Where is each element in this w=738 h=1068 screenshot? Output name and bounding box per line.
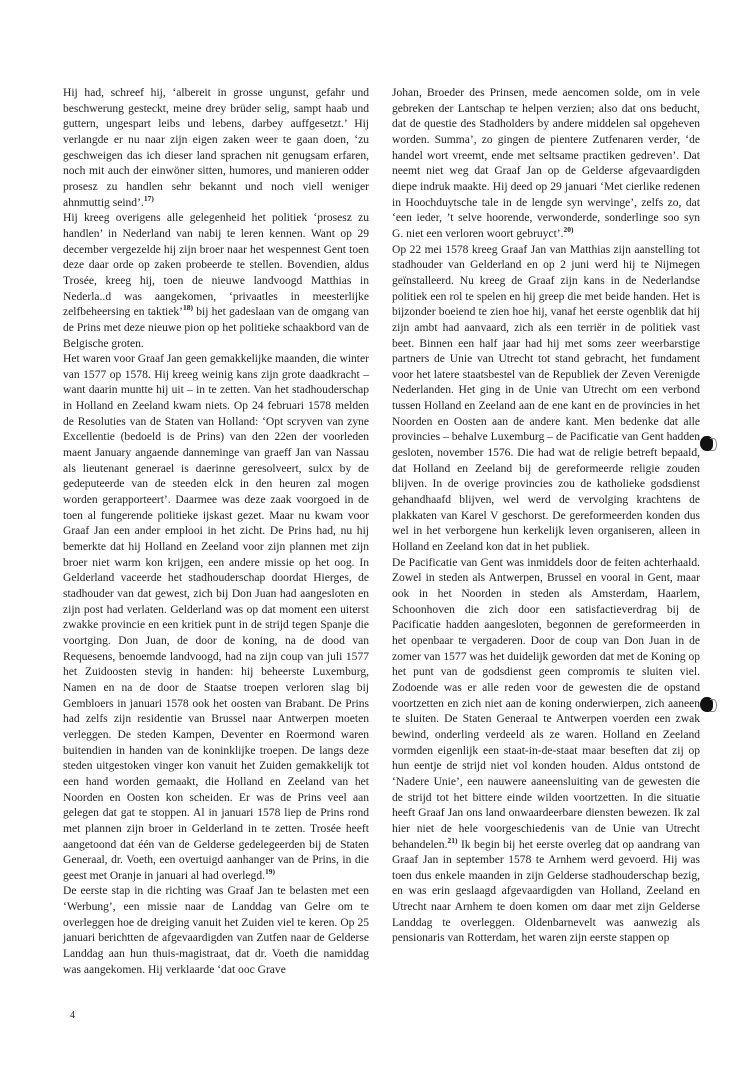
footnote-ref: 20): [563, 225, 574, 235]
paragraph: Hij had, schreef hij, ‘albereit in grosse ungunst, gefahr und beschwerung gesteckt, meine drey brüder selig, sampt haab und guttern, ungespart leibs und lebens, darbey auffgesetzt.’ Hij verlangde er nu naar zijn eigen zaken weer te gaan doen, ‘zu geschweigen das ich dieser land sprachen nit genugsam erfaren, noch mit auch der einwöner sitten, humores, und manieren odder prosesz zu handlen sehr bekannt und noch viell weniger ahnmuttig seind’.$^{17)}$: [63, 87, 369, 209]
footnote-ref: 17): [143, 193, 154, 203]
paragraph: Johan, Broeder des Prinsen, mede aencomen solde, om in vele gebreken der Lantschap te helpen verzien; also dat ons beducht, dat de questie des Stadholders by andere middelen sal opgeheven worden. Summa’, zo gingen de pientere Zutfenaren verder, ‘de handel wort vreemt, ende met seltsame practiken gedreven’. Dat neemt niet weg dat Graaf Jan op de Gelderse afgevaardigden diepe indruk maakte. Hij deed op 29 januari ‘Met cierlike redenen in Hoochduytsche tale in de lengde syn wervinge’, zelfs zo, dat ‘een ieder, ’t selve hoorende, verwonderde, sonderlinge soo syn G. niet een verloren woort gebruyct’.$^{20)}$: [392, 87, 700, 240]
paragraph: Het waren voor Graaf Jan geen gemakkelijke maanden, die winter van 1577 op 1578. Hij kreeg weinig kans zijn grote daadkracht – want daarin muntte hij uit – in te zetten. Van het stadhouderschap in Holland en Zeeland kwam niets. Op 24 februari 1578 melden de Resoluties van de Staten van Holland: ‘Opt scryven van zyne Excellentie (bedoeld is de Prins) van den 22en der voorleden maent January angaende danneminge van graeff Jan van Nassau als lieutenant generael is daerinne geresolveert, sulcx by de gedeputeerde van de steeden elck in den heuren zal mogen worden gerapporteert’. Daarmee was deze zaak voorgoed in de toen al fungerende politieke ijskast gezet. Maar nu kwam voor Graaf Jan een ander emplooi in het zicht. De Prins had, nu hij bemerkte dat hij Holland en Zeeland voor zijn plannen met zijn broer niet warm kon krijgen, een andere missie op het oog. In Gelderland vaceerde het stadhouderschap doordat Hierges, de stadhouder van dat gewest, zich bij Don Juan had aangesloten en zijn post had verlaten. Gelderland was op dat moment een uiterst zwakke provincie en een kritiek punt in de strijd tegen Spanje die voortging. Don Juan, de door de koning, na de dood van Requesens, benoemde landvoogd, had na zijn coup van juli 1577 het Zuidoosten stevig in handen: hij beheerste Luxemburg, Namen en na de door de Staatse troepen verloren slag bij Gembloers in januari 1578 ook het oosten van Brabant. De Prins had zelfs zijn residentie van Brussel naar Antwerpen moeten verleggen. De steden Kampen, Deventer en Roermond waren buitendien in handen van de koninklijke troepen. De langs deze steden uitgestoken vinger kon vanuit het Zuiden gemakkelijk tot een hand worden gemaakt, die Holland en Zeeland van het Noorden en Oosten kon scheiden. Er was de Prins veel aan gelegen dat gat te stoppen. Al in januari 1578 liep de Prins rond met plannen zijn broer in Gelderland in te zetten. Trosée heeft aangetoond dat één van de Gelderse gedelegeerden bij de Staten Generaal, dr. Voeth, een overtuigd aanhanger van de Prins, in die geest met Oranje in januari al had overlegd.$^{19)}$: [63, 353, 369, 882]
footnote-ref: 21): [447, 835, 458, 845]
page-mark: 4: [70, 1010, 75, 1021]
right-column: [392, 86, 700, 947]
paragraph: De Pacificatie van Gent was inmiddels door de feiten achterhaald. Zowel in steden als Antwerpen, Brussel en vooral in Gent, maar ook in het Noorden in steden als Amsterdam, Haarlem, Schoonhoven die zich door een satisfactieverdrag bij de Pacificatie hadden aangesloten, begonnen de gereformeerden in het openbaar te vergaderen. Door de coup van Don Juan in de zomer van 1577 was het duidelijk geworden dat met de Koning op het punt van de godsdienst geen compromis te sluiten viel. Zodoende was er alle reden voor de gewesten die de opstand voortzetten en zich niet aan de koning onderwierpen, zich aaneen te sluiten. De Staten Generaal te Antwerpen voerden een zwak bewind, onderling verdeeld als ze waren. Holland en Zeeland vormden eigenlijk een staat-in-de-staat maar beseften dat zij op hun eentje de strijd niet vol konden houden. Aldus ontstond de ‘Nadere Unie’, een nauwere aaneensluiting van de gewesten die de strijd tot het bittere einde wilden voortzetten. In die situatie heeft Graaf Jan ons land onwaardeerbare diensten bewezen. Ik zal hier niet de hele voorgeschiedenis van de Unie van Utrecht behandelen.$^{21)}$ Ik begin bij het eerste overleg dat op aandrang van Graaf Jan in september 1578 te Arnhem werd gevoerd. Hij was toen dus enkele maanden in zijn Gelderse stadhouderschap bezig, en was erin geslaagd afgevaardigden van Holland, Zeeland en Utrecht naar Arnhem te doen komen om daar met zijn Gelderse Landdag te overleggen. Oldenbarnevelt was aanwezig als pensionaris van Rotterdam, het waren zijn eerste stappen op: [392, 556, 700, 945]
footnote-ref: 19): [265, 866, 275, 876]
paragraph: Hij kreeg overigens alle gelegenheid het politiek ‘prosesz zu handlen’ in Nederland van nabij te leren kennen. Want op 29 december vergezelde hij zijn broer naar het wespennest Gent toen deze daar orde op zaken probeerde te stellen. Bovendien, aldus Trosée, kreeg hij, toen de nieuwe landvoogd Matthias in Nederla..d was aangekomen, ‘privaatles in meesterlijke zelfbeheersing en taktiek’$^{18)}$ bij het gadeslaan van de omgang van de Prins met deze nieuwe pion op het politieke schaakbord van de Belgische groten.: [63, 212, 369, 350]
footnote-ref: 18): [182, 303, 193, 313]
binder-hole-icon: [700, 436, 713, 451]
binder-hole-icon: [700, 697, 713, 712]
paragraph: De eerste stap in die richting was Graaf Jan te belasten met een ‘Werbung’, een missie naar de Landdag van Gelre om te overleggen hoe de dreiging vanuit het Zuiden viel te keren. Op 25 januari berichtten de afgevaardigden van Zutfen naar de Gelderse Landdag aan hun thuis-magistraat, dat dr. Voeth die namiddag was aangekomen. Hij verklaarde ‘dat ooc Grave: [63, 885, 369, 976]
paragraph: Op 22 mei 1578 kreeg Graaf Jan van Matthias zijn aanstelling tot stadhouder van Gelderland en op 2 juni werd hij te Nijmegen geïnstalleerd. Nu kreeg de Graaf zijn kans in de Nederlandse politiek een rol te spelen en hij greep die met beide handen. Het is bijzonder boeiend te zien hoe hij, vanaf het eerste ogenblik dat hij zijn ambt had aanvaard, zich als een terriër in de politiek vast beet. Binnen een half jaar had hij met soms zeer weerbarstige partners de Unie van Utrecht tot stand gebracht, het fundament voor het latere staatsbestel van de Republiek der Zeven Verenigde Nederlanden. Het ging in de Unie van Utrecht om een verbond tussen Holland en Zeeland aan de ene kant en de provincies in het Noorden en Oosten aan de andere kant. Men bedenke dat alle provincies – behalve Luxemburg – de Pacificatie van Gent hadden gesloten, november 1576. Die had wat de religie betreft bepaald, dat Holland en Zeeland bij de gereformeerde religie zouden blijven. In de overige provincies zou de katholieke godsdienst gehandhaafd blijven, wel werd de vervolging krachtens de plakkaten van Karel V geschorst. De gereformeerden konden dus wel in het verborgene hun kerkelijk leven organiseren, alleen in Holland en Zeeland kon dat in het publiek.: [392, 243, 700, 554]
left-column: [63, 86, 369, 978]
